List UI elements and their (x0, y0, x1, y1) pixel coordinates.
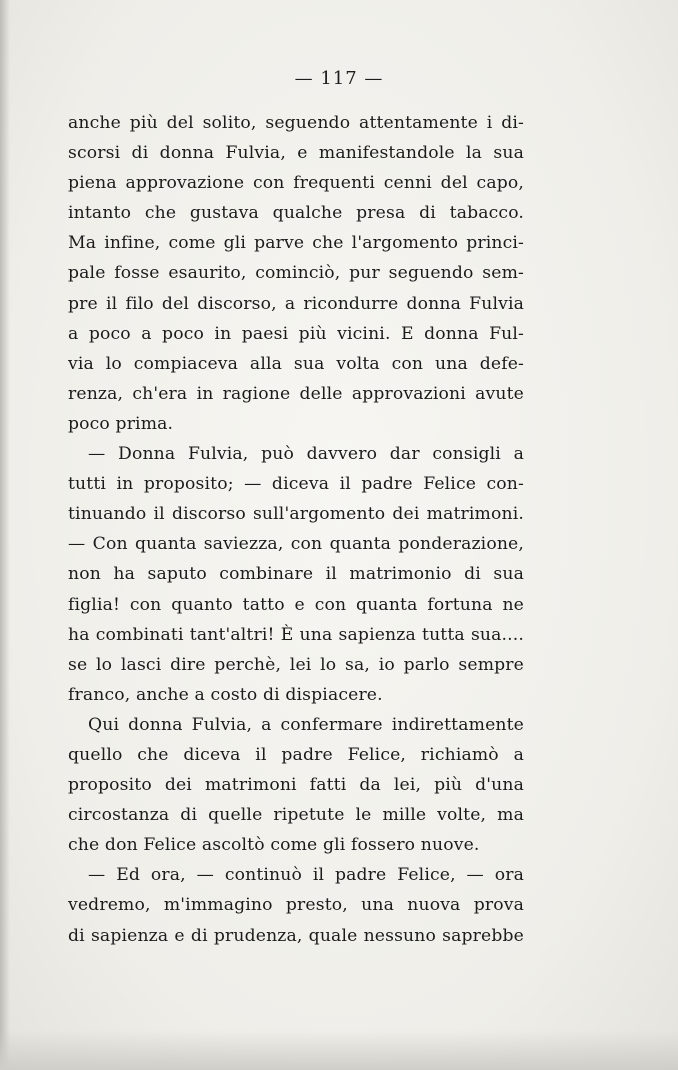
text-line: piena approvazione con frequenti cenni del capo, (68, 173, 524, 194)
text-line: circostanza di quelle ripetute le mille volte, ma (68, 805, 524, 826)
text-line: via lo compiaceva alla sua volta con una defe- (68, 353, 524, 374)
text-line: poco prima. (68, 413, 174, 434)
text-line: Qui donna Fulvia, a confermare indirettamente (88, 714, 524, 735)
text-line: che don Felice ascoltò come gli fossero nuove. (68, 835, 480, 856)
page-bottom-shadow (0, 1030, 678, 1070)
text-line: — Ed ora, — continuò il padre Felice, — ora (88, 865, 524, 886)
page-number: — 117 — (294, 68, 384, 89)
text-line: — Donna Fulvia, può davvero dar consigli a (88, 444, 524, 465)
text-line: proposito dei matrimoni fatti da lei, più d'una (68, 775, 524, 796)
text-line: se lo lasci dire perchè, lei lo sa, io parlo sempre (68, 654, 524, 675)
text-line: anche più del solito, seguendo attentamente i di- (68, 113, 524, 133)
text-line: vedremo, m'immagino presto, una nuova prova (68, 895, 524, 916)
text-line: — Con quanta saviezza, con quanta ponderazione, (68, 534, 524, 555)
text-line: renza, ch'era in ragione delle approvazioni avute (68, 383, 524, 404)
text-line: tutti in proposito; — diceva il padre Felice con- (68, 474, 524, 495)
text-line: intanto che gustava qualche presa di tabacco. (68, 203, 524, 224)
text-line: a poco a poco in paesi più vicini. E donna Ful- (68, 323, 524, 344)
text-line: Ma infine, come gli parve che l'argomento princi- (68, 233, 524, 254)
body-text (68, 108, 524, 951)
text-line: pale fosse esaurito, cominciò, pur seguendo sem- (68, 263, 524, 284)
page-left-shadow (0, 0, 10, 1070)
text-line: di sapienza e di prudenza, quale nessuno saprebbe (68, 925, 524, 946)
text-line: pre il filo del discorso, a ricondurre donna Fulvia (68, 293, 524, 314)
text-line: figlia! con quanto tatto e con quanta fortuna ne (68, 594, 524, 615)
text-line: scorsi di donna Fulvia, e manifestandole la sua (68, 143, 524, 164)
text-line: non ha saputo combinare il matrimonio di sua (68, 564, 524, 585)
text-line: franco, anche a costo di dispiacere. (68, 684, 383, 705)
text-line: tinuando il discorso sull'argomento dei matrimoni. (68, 504, 524, 525)
text-line: quello che diceva il padre Felice, richiamò a (68, 744, 524, 765)
text-line: ha combinati tant'altri! È una sapienza tutta sua.... (68, 624, 524, 645)
